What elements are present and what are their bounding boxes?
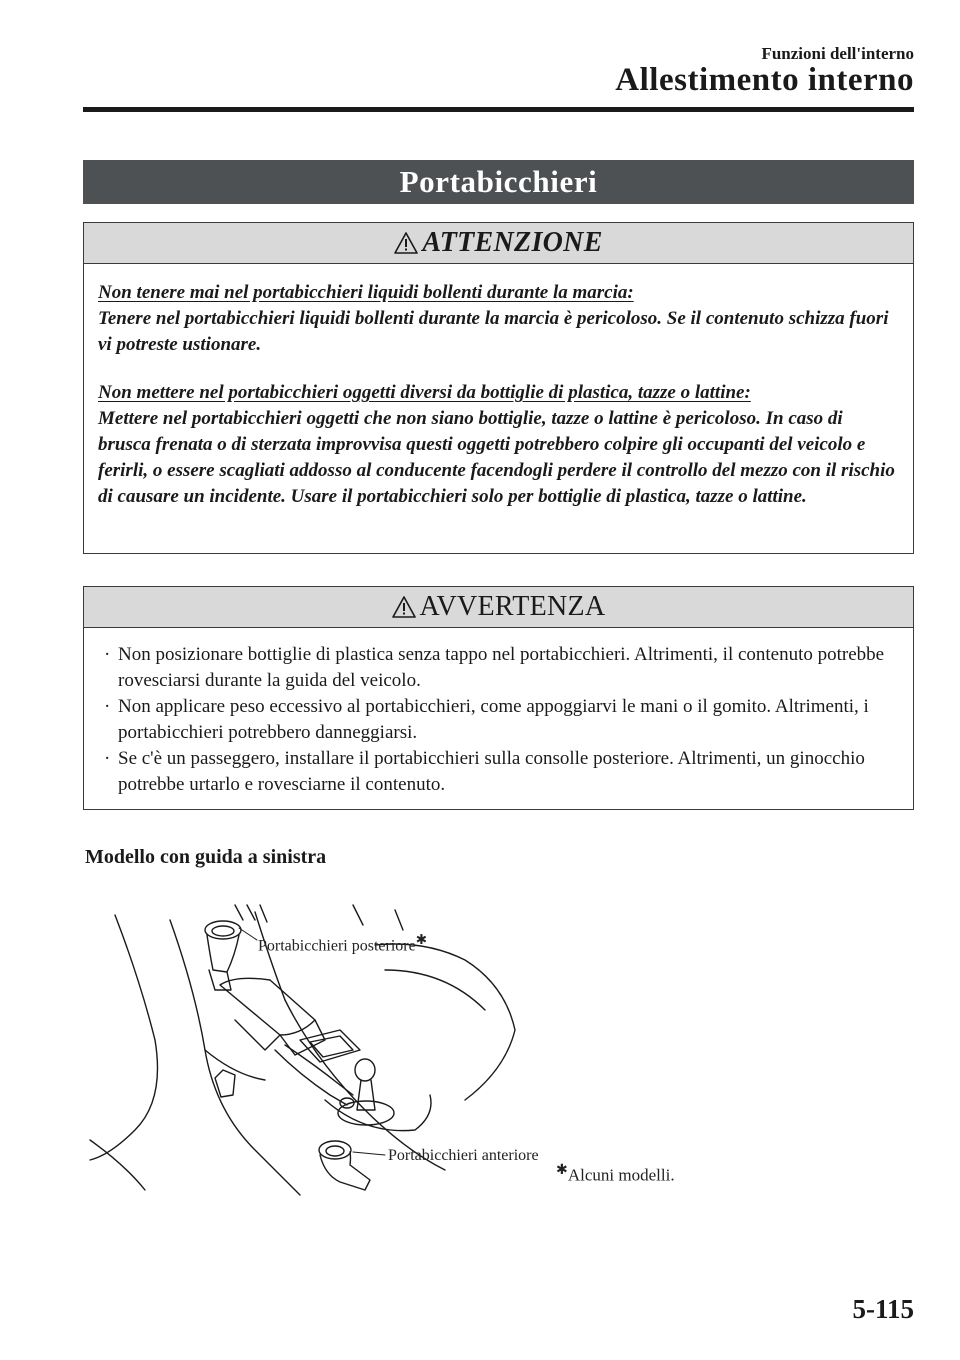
caution-box: [83, 222, 914, 554]
caution-body: [84, 264, 913, 510]
chapter-title: Funzioni dell'interno: [761, 44, 914, 63]
asterisk-icon: ✱: [556, 1162, 568, 1178]
bullet-dot: ·: [104, 644, 111, 665]
notice-title: AVVERTENZA: [419, 591, 606, 622]
page-number: 5-115: [852, 1294, 914, 1324]
caution-text-hot-liquids: Tenere nel portabicchieri liquidi bollenti durante la marcia è pericoloso. Se il contenuto schizza fuori vi potreste ustionare.: [98, 308, 889, 355]
notice-box: [83, 586, 914, 810]
warning-triangle-icon: [394, 232, 418, 254]
caution-heading-hot-liquids: Non tenere mai nel portabicchieri liquidi bollenti durante la marcia:: [98, 282, 634, 303]
notice-header: [84, 587, 913, 628]
list-item: [104, 694, 893, 746]
model-title: Modello con guida a sinistra: [85, 846, 327, 868]
section-title-banner: Portabicchieri: [83, 160, 914, 204]
bullet-dot: ·: [104, 696, 111, 717]
label-rear-cup-holder: Portabicchieri posteriore✱: [258, 932, 427, 955]
header-rule: [83, 107, 914, 112]
bullet-dot: ·: [104, 748, 111, 769]
section-header-title: Allestimento interno: [615, 62, 914, 98]
caution-title: ATTENZIONE: [422, 227, 603, 258]
caution-header: [84, 223, 913, 264]
asterisk-icon: ✱: [415, 932, 427, 947]
notice-item-text: Non applicare peso eccessivo al portabicchieri, come appoggiarvi le mani o il gomito. Altrimenti, i portabicchieri potrebbero danneggiarsi.: [118, 696, 869, 743]
footnote: ✱Alcuni modelli.: [556, 1162, 675, 1185]
warning-triangle-icon: [392, 596, 416, 618]
caution-text-objects: Mettere nel portabicchieri oggetti che non siano bottiglie, tazze o lattine è pericoloso. In caso di brusca frenata o di sterzata improvvisa questi oggetti potrebbero colpire gli occupanti del veicolo e ferirli, o essere scagliati addosso al conducente facendogli perdere il controllo del mezzo con il rischio di causare un incidente. Usare il portabicchieri solo per bottiglie di plastica, tazze o lattine.: [98, 408, 895, 507]
notice-item-text: Se c'è un passeggero, installare il portabicchieri sulla consolle posteriore. Altrimenti, un ginocchio potrebbe urtarlo e rovesciarne il contenuto.: [118, 748, 865, 795]
list-item: [104, 642, 893, 694]
list-item: [104, 746, 893, 798]
label-front-cup-holder: Portabicchieri anteriore: [388, 1147, 539, 1164]
notice-body: [84, 628, 913, 798]
caution-heading-objects: Non mettere nel portabicchieri oggetti diversi da bottiglie di plastica, tazze o lattine:: [98, 382, 751, 403]
notice-item-text: Non posizionare bottiglie di plastica senza tappo nel portabicchieri. Altrimenti, il contenuto potrebbe rovesciarsi durante la guida del veicolo.: [118, 644, 885, 691]
